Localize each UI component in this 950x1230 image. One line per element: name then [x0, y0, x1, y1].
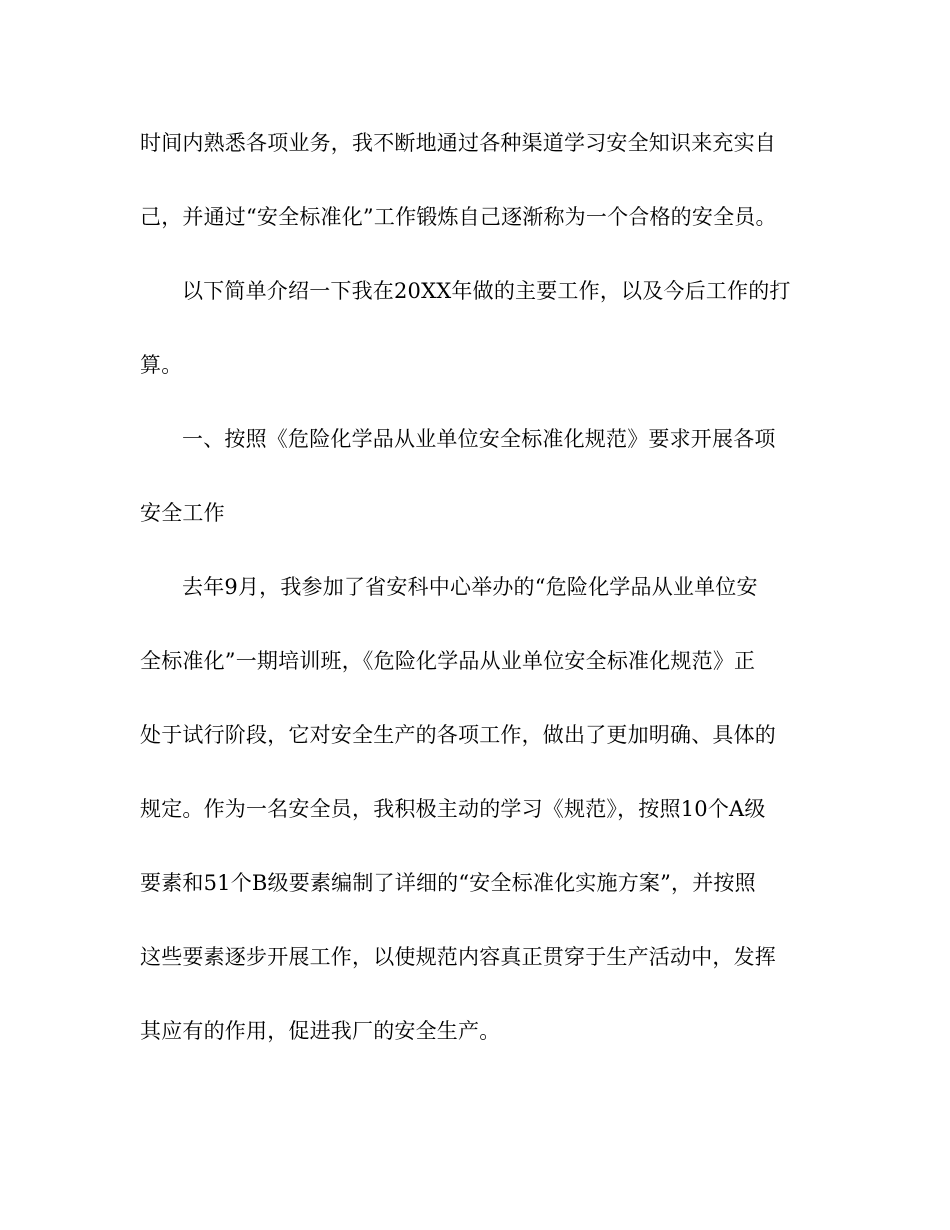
text-line-10: 规定。作为一名安全员，我积极主动的学习《规范》，按照10个A级 [140, 797, 766, 821]
text-line-11: 要素和51个B级要素编制了详细的“安全标准化实施方案”，并按照 [140, 871, 756, 895]
text-line-9: 处于试行阶段，它对安全生产的各项工作，做出了更加明确、具体的 [140, 723, 776, 747]
text-line-3: 以下简单介绍一下我在20XX年做的主要工作，以及今后工作的打 [182, 279, 791, 303]
text-line-7: 去年9月，我参加了省安科中心举办的“危险化学品从业单位安 [182, 575, 758, 599]
text-line-13: 其应有的作用，促进我厂的安全生产。 [140, 1019, 501, 1043]
section-heading-line-2: 安全工作 [140, 501, 225, 525]
section-heading-line-1: 一、按照《危险化学品从业单位安全标准化规范》要求开展各项 [182, 427, 776, 451]
text-line-12: 这些要素逐步开展工作，以使规范内容真正贯穿于生产活动中，发挥 [140, 945, 776, 969]
body-text [140, 120, 820, 1082]
text-line-4: 算。 [140, 353, 183, 377]
text-line-2: 己，并通过“安全标准化”工作锻炼自己逐渐称为一个合格的安全员。 [140, 205, 777, 229]
text-line-1: 时间内熟悉各项业务，我不断地通过各种渠道学习安全知识来充实自 [140, 131, 776, 155]
text-line-8: 全标准化”一期培训班，《危险化学品从业单位安全标准化规范》正 [140, 649, 756, 673]
